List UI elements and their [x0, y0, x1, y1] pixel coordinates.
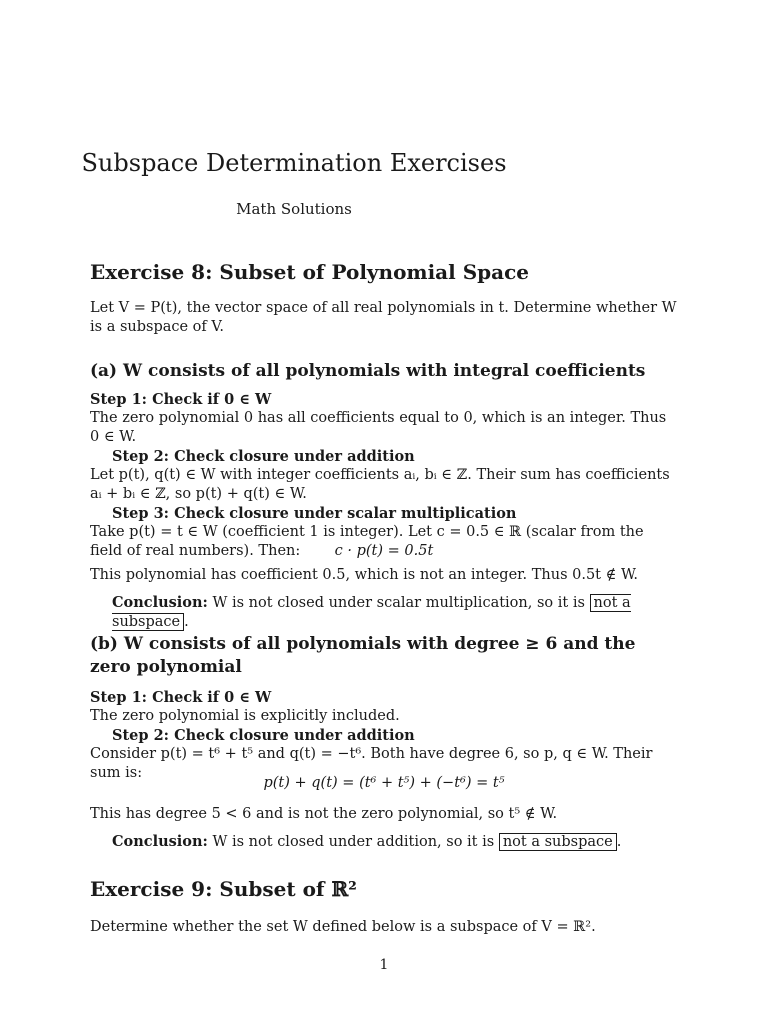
- part-b-heading: (b) W consists of all polynomials with degree ≥ 6 and the zero polynomial: [90, 634, 636, 677]
- part-a-conclusion: [90, 593, 700, 632]
- step-1-label: Step 1: Check if 0 ∈ W: [90, 391, 272, 408]
- part-b-after-equation: This has degree 5 < 6 and is not the zero polynomial, so t⁵ ∉ W.: [90, 806, 558, 822]
- step-3-label: Step 3: Check closure under scalar multiplication: [112, 505, 517, 522]
- exercise-8-intro: Let V = P(t), the vector space of all real polynomials in t. Determine whether W is a subspace of V.: [90, 300, 677, 335]
- step-1-label: Step 1: Check if 0 ∈ W: [90, 689, 272, 706]
- conclusion-answer-box: not a subspace: [499, 833, 617, 851]
- document-author: Math Solutions: [236, 200, 352, 218]
- conclusion-label: Conclusion:: [112, 594, 208, 611]
- step-2-label: Step 2: Check closure under addition: [112, 727, 415, 744]
- conclusion-text: W is not closed under scalar multiplication, so it is: [212, 595, 585, 611]
- exercise-9-heading: Exercise 9: Subset of ℝ²: [90, 877, 357, 901]
- conclusion-label: Conclusion:: [112, 833, 208, 850]
- exercise-8-heading: Exercise 8: Subset of Polynomial Space: [90, 260, 529, 284]
- step-3-text: Take p(t) = t ∈ W (coefficient 1 is integer). Let c = 0.5 ∈ ℝ (scalar from the field of real numbers). Then:: [90, 524, 644, 559]
- part-b-steps: [90, 688, 678, 783]
- step-2-text: Let p(t), q(t) ∈ W with integer coefficients aᵢ, bᵢ ∈ ℤ. Their sum has coefficients aᵢ + bᵢ ∈ ℤ, so p(t) + q(t) ∈ W.: [90, 467, 670, 502]
- document-title: Subspace Determination Exercises: [81, 149, 507, 177]
- conclusion-period: .: [616, 834, 622, 850]
- part-a-equation: c · p(t) = 0.5t: [334, 543, 434, 559]
- step-2-text: Consider p(t) = t⁶ + t⁵ and q(t) = −t⁶. Both have degree 6, so p, q ∈ W. Their sum is:: [90, 746, 653, 781]
- part-b-equation: p(t) + q(t) = (t⁶ + t⁵) + (−t⁶) = t⁵: [263, 775, 505, 791]
- step-2-label: Step 2: Check closure under addition: [112, 448, 415, 465]
- conclusion-period: .: [184, 614, 189, 630]
- exercise-9-intro: Determine whether the set W defined below is a subspace of V = ℝ².: [90, 919, 596, 935]
- conclusion-text: W is not closed under addition, so it is: [212, 834, 495, 850]
- step-1-text: The zero polynomial is explicitly included.: [90, 708, 400, 724]
- part-a-heading: (a) W consists of all polynomials with integral coefficients: [90, 361, 646, 381]
- page-number: 1: [379, 957, 389, 973]
- conclusion-answer-box: not a subspace: [112, 595, 631, 630]
- part-a-after-equation: This polynomial has coefficient 0.5, which is not an integer. Thus 0.5t ∉ W.: [90, 567, 638, 583]
- step-1-text: The zero polynomial 0 has all coefficients equal to 0, which is an integer. Thus 0 ∈ W.: [90, 410, 667, 445]
- part-b-conclusion: [90, 832, 700, 852]
- part-a-step-1: [90, 390, 678, 561]
